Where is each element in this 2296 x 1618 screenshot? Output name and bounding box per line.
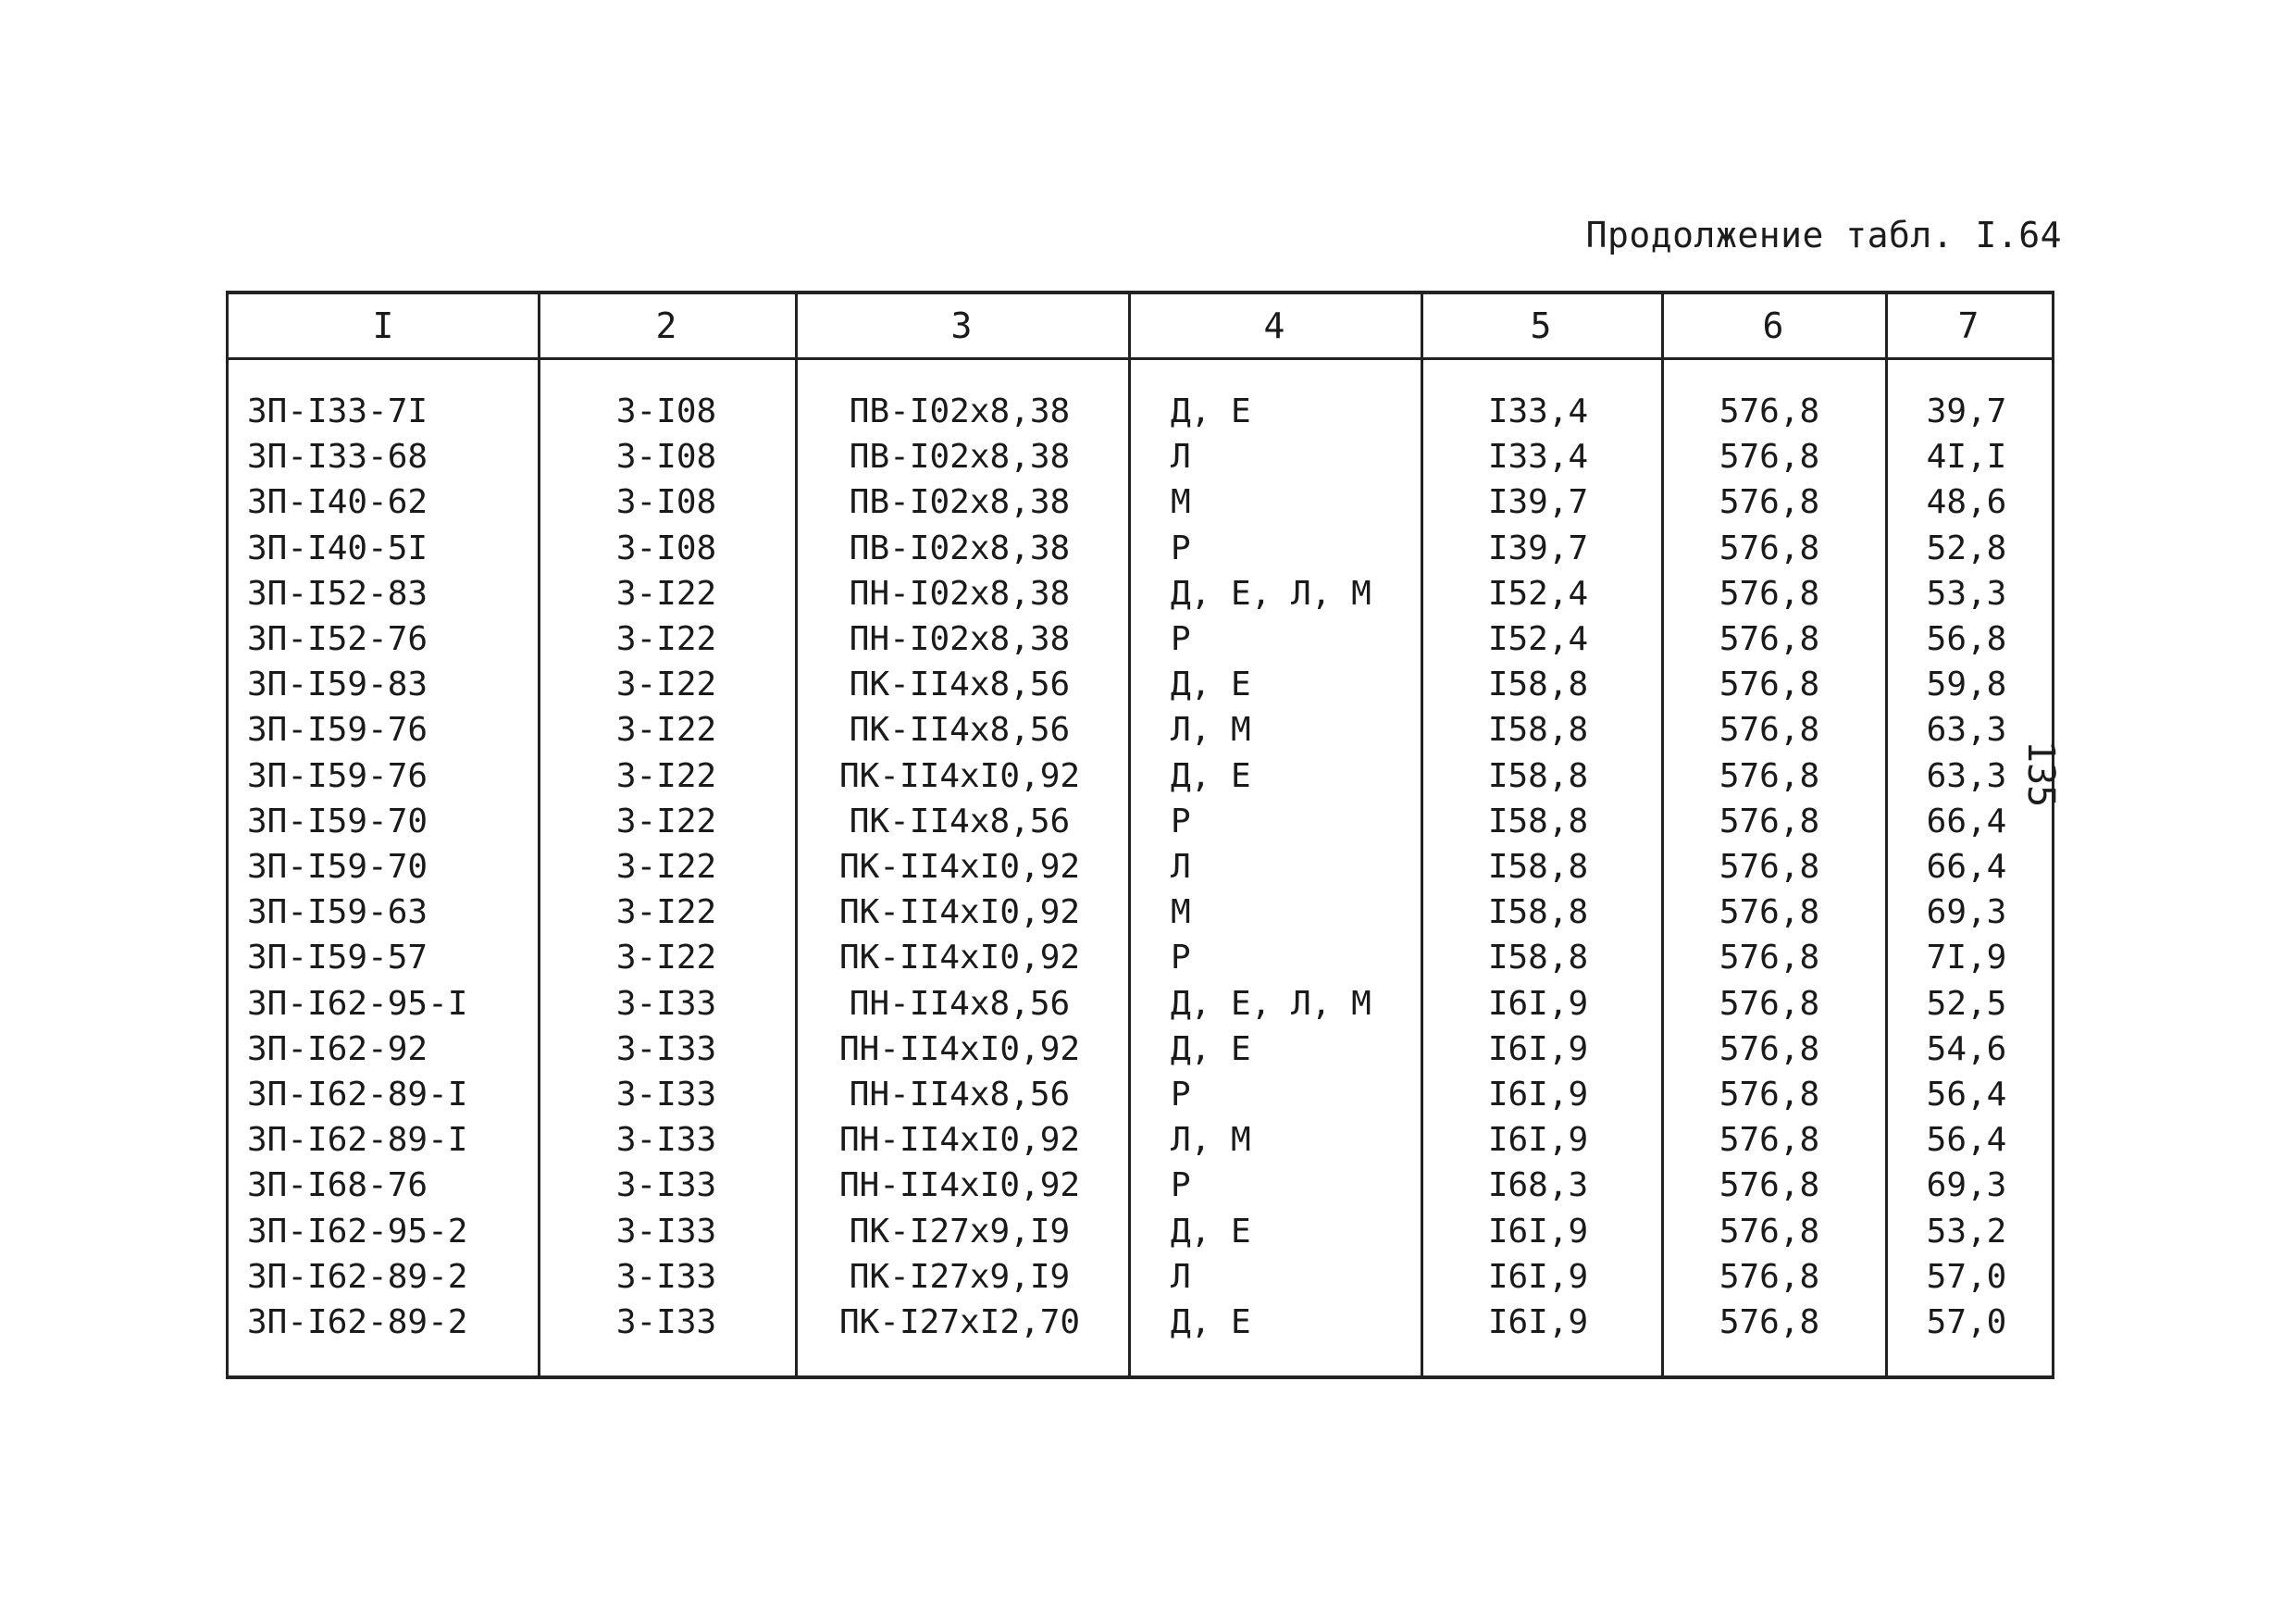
table-cell: I39,7: [1487, 529, 1589, 567]
table-cell: 57,0: [1926, 1303, 2007, 1341]
table-cell: 3П-I40-62: [247, 483, 428, 522]
table-cell: 56,8: [1926, 620, 2007, 658]
table-cell: 576,8: [1719, 666, 1820, 704]
table-cell: Д, Е: [1171, 666, 1251, 704]
table-cell: I58,8: [1487, 802, 1589, 840]
table-cell: Л: [1171, 848, 1191, 886]
table-cell: ПВ-I02х8,38: [849, 529, 1071, 567]
table-cell: I52,4: [1487, 574, 1589, 613]
table-cell: ПН-I02х8,38: [849, 620, 1071, 658]
table-row: [229, 616, 2052, 662]
table-cell: 576,8: [1719, 392, 1820, 430]
table-row: [229, 844, 2052, 890]
table-cell: Р: [1171, 939, 1191, 977]
table-cell: 3П-I62-89-2: [247, 1257, 468, 1296]
table-cell: 39,7: [1926, 392, 2007, 430]
table-cell: 576,8: [1719, 1257, 1820, 1296]
table-cell: 576,8: [1719, 574, 1820, 613]
table-cell: 3П-I62-89-I: [247, 1076, 468, 1114]
table-cell: 576,8: [1719, 984, 1820, 1023]
table-cell: I6I,9: [1487, 1212, 1589, 1251]
table-cell: 69,3: [1926, 893, 2007, 932]
table-cell: Л: [1171, 438, 1191, 477]
table-cell: 576,8: [1719, 529, 1820, 567]
table-row: [229, 1300, 2052, 1345]
table-cell: ПН-II4хI0,92: [838, 1029, 1081, 1068]
column-header-2: 2: [655, 305, 677, 346]
table-row: [229, 571, 2052, 616]
table-cell: I6I,9: [1487, 1121, 1589, 1160]
table-cell: I58,8: [1487, 666, 1589, 704]
table-cell: 576,8: [1719, 1029, 1820, 1068]
table-cell: М: [1171, 893, 1191, 932]
table-cell: ПК-II4хI0,92: [838, 756, 1081, 795]
table-cell: 69,3: [1926, 1166, 2007, 1205]
table-cell: 3-I22: [615, 893, 717, 932]
table-cell: 63,3: [1926, 711, 2007, 750]
table-cell: 3П-I59-83: [247, 666, 428, 704]
column-header-4: 4: [1263, 305, 1285, 346]
table-row: [229, 1163, 2052, 1208]
table-cell: 52,5: [1926, 984, 2007, 1023]
table-cell: I6I,9: [1487, 1076, 1589, 1114]
table-cell: 576,8: [1719, 1166, 1820, 1205]
table-row: [229, 1254, 2052, 1300]
table-cell: 3-I33: [615, 1303, 717, 1341]
table-cell: 3П-I62-95-I: [247, 984, 468, 1023]
table-cell: 53,2: [1926, 1212, 2007, 1251]
table-cell: 576,8: [1719, 620, 1820, 658]
table-cell: 3П-I62-89-2: [247, 1303, 468, 1341]
table-cell: Л: [1171, 1257, 1191, 1296]
table-cell: ПК-II4х8,56: [849, 711, 1071, 750]
table-cell: ПН-II4хI0,92: [838, 1166, 1081, 1205]
table-cell: ПН-II4х8,56: [849, 984, 1071, 1023]
table-cell: Л, М: [1171, 1121, 1251, 1160]
table-cell: I68,3: [1487, 1166, 1589, 1205]
column-header-7: 7: [1957, 305, 1980, 346]
table-cell: 576,8: [1719, 848, 1820, 886]
column-header-5: 5: [1530, 305, 1552, 346]
table-cell: 3-I08: [615, 392, 717, 430]
table-cell: ПК-II4х8,56: [849, 666, 1071, 704]
table-cell: 54,6: [1926, 1029, 2007, 1068]
table-cell: 52,8: [1926, 529, 2007, 567]
table-cell: 3П-I59-76: [247, 711, 428, 750]
table-cell: 3П-I59-70: [247, 848, 428, 886]
table-cell: 57,0: [1926, 1257, 2007, 1296]
table-cell: Д, Е: [1171, 1212, 1251, 1251]
table-cell: 66,4: [1926, 802, 2007, 840]
table-cell: Д, Е, Л, М: [1171, 574, 1371, 613]
table-cell: Д, Е, Л, М: [1171, 984, 1371, 1023]
table-cell: 3-I33: [615, 1166, 717, 1205]
table-row: [229, 707, 2052, 753]
table-cell: Д, Е: [1171, 1029, 1251, 1068]
table-cell: Д, Е: [1171, 392, 1251, 430]
table-row: [229, 981, 2052, 1027]
table-cell: 3П-I40-5I: [247, 529, 428, 567]
table-cell: 3-I22: [615, 848, 717, 886]
table-cell: 63,3: [1926, 756, 2007, 795]
table-cell: 66,4: [1926, 848, 2007, 886]
table-cell: 576,8: [1719, 1212, 1820, 1251]
table-cell: 3-I22: [615, 756, 717, 795]
table-cell: 576,8: [1719, 756, 1820, 795]
table-cell: 3П-I52-76: [247, 620, 428, 658]
table-cell: М: [1171, 483, 1191, 522]
table-row: [229, 1117, 2052, 1163]
table-cell: Л, М: [1171, 711, 1251, 750]
table-cell: 3П-I33-7I: [247, 392, 428, 430]
column-header-3: 3: [950, 305, 973, 346]
table-cell: I58,8: [1487, 756, 1589, 795]
table-cell: ПК-I27х9,I9: [849, 1212, 1071, 1251]
table-cell: Р: [1171, 620, 1191, 658]
table-cell: Д, Е: [1171, 1303, 1251, 1341]
table-cell: ПК-II4х8,56: [849, 802, 1071, 840]
table-cell: I58,8: [1487, 848, 1589, 886]
table-cell: 59,8: [1926, 666, 2007, 704]
table-cell: ПК-I27х9,I9: [849, 1257, 1071, 1296]
table-cell: 3П-I52-83: [247, 574, 428, 613]
table-row: [229, 1209, 2052, 1254]
table-cell: ПК-II4хI0,92: [838, 893, 1081, 932]
table-cell: ПВ-I02х8,38: [849, 438, 1071, 477]
table-row: [229, 662, 2052, 707]
table-cell: I6I,9: [1487, 1029, 1589, 1068]
table-cell: ПК-I27хI2,70: [838, 1303, 1081, 1341]
table-cell: ПВ-I02х8,38: [849, 483, 1071, 522]
table-row: [229, 1027, 2052, 1072]
table-cell: 576,8: [1719, 802, 1820, 840]
table-cell: ПН-II4х8,56: [849, 1076, 1071, 1114]
table-cell: I58,8: [1487, 939, 1589, 977]
table-cell: 576,8: [1719, 1303, 1820, 1341]
table-cell: 3-I33: [615, 1076, 717, 1114]
table-cell: 3П-I59-76: [247, 756, 428, 795]
column-header-1: I: [372, 305, 394, 346]
table-cell: Р: [1171, 1076, 1191, 1114]
table-cell: Р: [1171, 1166, 1191, 1205]
table-cell: 3П-I59-70: [247, 802, 428, 840]
table-cell: ПК-II4хI0,92: [838, 939, 1081, 977]
table-cell: 576,8: [1719, 483, 1820, 522]
table-row: [229, 479, 2052, 525]
table-cell: I52,4: [1487, 620, 1589, 658]
table-row: [229, 1072, 2052, 1117]
table-cell: 3-I22: [615, 939, 717, 977]
table-cell: 3П-I62-92: [247, 1029, 428, 1068]
table-cell: 7I,9: [1926, 939, 2007, 977]
table-cell: ПК-II4хI0,92: [838, 848, 1081, 886]
table-row: [229, 389, 2052, 434]
table-cell: Р: [1171, 802, 1191, 840]
table-cell: I58,8: [1487, 893, 1589, 932]
table-cell: 576,8: [1719, 1121, 1820, 1160]
table-cell: 3-I22: [615, 802, 717, 840]
table-cell: 576,8: [1719, 711, 1820, 750]
table-cell: 3П-I33-68: [247, 438, 428, 477]
table-cell: 3-I33: [615, 984, 717, 1023]
table-cell: Д, Е: [1171, 756, 1251, 795]
table-cell: ПН-II4хI0,92: [838, 1121, 1081, 1160]
data-table: [226, 291, 2054, 1379]
column-header-6: 6: [1762, 305, 1784, 346]
table-cell: 48,6: [1926, 483, 2007, 522]
table-cell: 3-I33: [615, 1212, 717, 1251]
table-cell: 3-I22: [615, 711, 717, 750]
table-cell: 3-I22: [615, 666, 717, 704]
table-cell: 3-I08: [615, 529, 717, 567]
table-cell: 3П-I68-76: [247, 1166, 428, 1205]
table-cell: 3П-I62-95-2: [247, 1212, 468, 1251]
table-cell: ПВ-I02х8,38: [849, 392, 1071, 430]
table-cell: 56,4: [1926, 1076, 2007, 1114]
table-row: [229, 890, 2052, 935]
table-cell: 3-I33: [615, 1257, 717, 1296]
table-cell: 56,4: [1926, 1121, 2007, 1160]
page-number: 135: [2019, 741, 2062, 808]
table-cell: 3-I33: [615, 1121, 717, 1160]
table-cell: I6I,9: [1487, 1257, 1589, 1296]
table-cell: 3-I22: [615, 620, 717, 658]
header-divider: [229, 357, 2052, 360]
table-cell: I33,4: [1487, 438, 1589, 477]
table-cell: ПН-I02х8,38: [849, 574, 1071, 613]
table-cell: 3-I22: [615, 574, 717, 613]
table-cell: 3-I08: [615, 483, 717, 522]
table-row: [229, 434, 2052, 479]
table-cell: 3-I33: [615, 1029, 717, 1068]
table-cell: 3П-I59-57: [247, 939, 428, 977]
table-row: [229, 753, 2052, 799]
table-cell: 3-I08: [615, 438, 717, 477]
table-cell: 576,8: [1719, 939, 1820, 977]
table-cell: 576,8: [1719, 438, 1820, 477]
table-row: [229, 935, 2052, 980]
table-cell: 576,8: [1719, 893, 1820, 932]
table-cell: I33,4: [1487, 392, 1589, 430]
table-caption: Продолжение табл. I.64: [1585, 215, 2062, 255]
table-cell: 53,3: [1926, 574, 2007, 613]
table-cell: 3П-I62-89-I: [247, 1121, 468, 1160]
table-cell: Р: [1171, 529, 1191, 567]
table-row: [229, 799, 2052, 844]
table-cell: I6I,9: [1487, 984, 1589, 1023]
table-cell: 576,8: [1719, 1076, 1820, 1114]
table-row: [229, 526, 2052, 571]
table-cell: 3П-I59-63: [247, 893, 428, 932]
table-cell: 4I,I: [1926, 438, 2007, 477]
table-cell: I6I,9: [1487, 1303, 1589, 1341]
table-cell: I39,7: [1487, 483, 1589, 522]
table-cell: I58,8: [1487, 711, 1589, 750]
